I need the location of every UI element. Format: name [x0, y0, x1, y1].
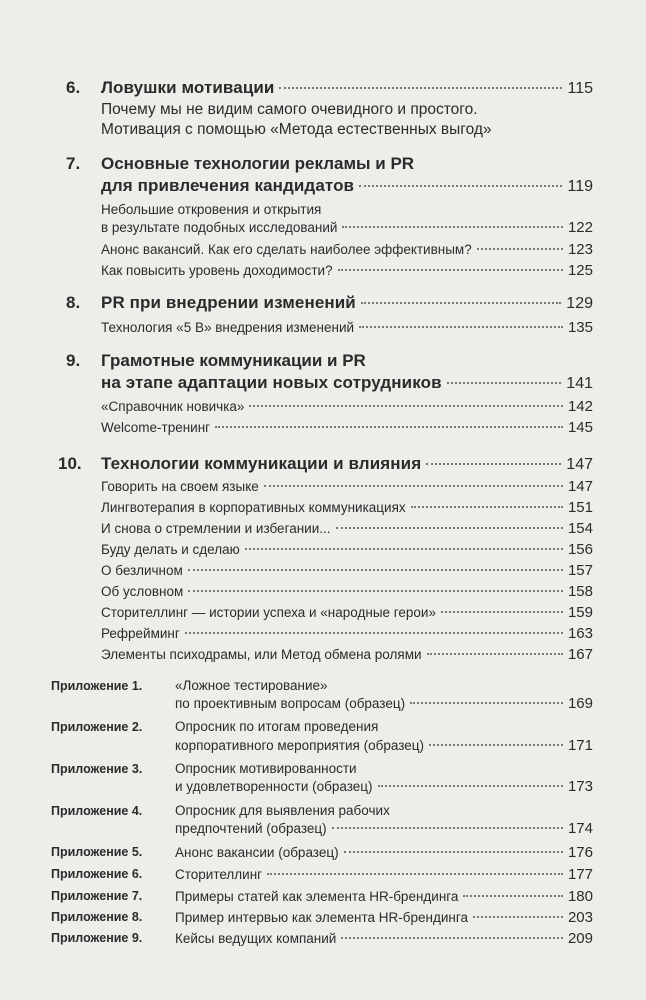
appendix-1-label: Приложение 1.	[51, 679, 143, 693]
subsection-7-3-title: Как повысить уровень доходимости?	[101, 263, 333, 278]
chapter-6-description-line-1: Почему мы не видим самого очевидного и простого.	[101, 101, 478, 118]
dot-leader	[378, 785, 563, 787]
appendix-4-line-2: предпочтений (образец)	[175, 821, 327, 836]
toc-entry-appendix-9[interactable]	[175, 930, 593, 947]
dot-leader	[188, 590, 563, 592]
dot-leader	[336, 527, 563, 529]
dot-leader	[342, 226, 563, 228]
toc-entry-subsection-10-2[interactable]	[101, 499, 593, 516]
subsection-10-8-page: 163	[567, 625, 593, 642]
appendix-2-page: 171	[567, 737, 593, 754]
dot-leader	[338, 269, 563, 271]
subsection-9-2-page: 145	[567, 419, 593, 436]
subsection-8-1-title: Технология «5 В» внедрения изменений	[101, 320, 355, 335]
appendix-9-page: 209	[567, 930, 593, 947]
subsection-10-8-title: Рефрейминг	[101, 626, 180, 641]
subsection-10-2-page: 151	[567, 499, 593, 516]
chapter-6-page: 115	[567, 80, 593, 97]
dot-leader	[264, 485, 563, 487]
subsection-10-1-page: 147	[567, 478, 593, 495]
dot-leader	[361, 302, 561, 304]
chapter-9-title-line-1: Грамотные коммуникации и PR	[101, 351, 366, 370]
appendix-8-page: 203	[567, 909, 593, 926]
toc-entry-subsection-10-5[interactable]	[101, 562, 593, 579]
dot-leader	[279, 87, 562, 89]
chapter-8-title: PR при внедрении изменений	[101, 293, 356, 312]
toc-entry-appendix-2[interactable]	[175, 737, 593, 754]
appendix-3-line-1: Опросник мотивированности	[175, 761, 357, 776]
appendix-9-title: Кейсы ведущих компаний	[175, 931, 337, 946]
appendix-6-title: Сторителлинг	[175, 867, 263, 882]
dot-leader	[215, 426, 563, 428]
appendix-9-label: Приложение 9.	[51, 931, 143, 945]
subsection-10-9-title: Элементы психодрамы, или Метод обмена ролями	[101, 647, 422, 662]
toc-entry-appendix-7[interactable]	[175, 888, 593, 905]
chapter-10-number: 10.	[58, 454, 82, 473]
dot-leader	[426, 463, 561, 465]
subsection-10-4-title: Буду делать и сделаю	[101, 542, 240, 557]
subsection-10-2-title: Лингвотерапия в корпоративных коммуникациях	[101, 500, 406, 515]
toc-entry-appendix-8[interactable]	[175, 909, 593, 926]
toc-entry-subsection-7-2[interactable]	[101, 241, 593, 258]
toc-entry-appendix-3[interactable]	[175, 778, 593, 795]
toc-entry-chapter-6[interactable]	[101, 78, 593, 98]
subsection-9-1-page: 142	[567, 398, 593, 415]
toc-entry-subsection-7-1[interactable]	[101, 219, 593, 236]
subsection-10-7-title: Сторителлинг — истории успеха и «народные герои»	[101, 605, 436, 620]
dot-leader	[188, 569, 563, 571]
subsection-10-9-page: 167	[567, 646, 593, 663]
toc-entry-subsection-10-1[interactable]	[101, 478, 593, 495]
subsection-10-1-title: Говорить на своем языке	[101, 479, 259, 494]
chapter-8-number: 8.	[66, 293, 81, 312]
subsection-10-6-title: Об условном	[101, 584, 184, 599]
chapter-6-title: Ловушки мотивации	[101, 78, 275, 97]
chapter-9-title-line-2: на этапе адаптации новых сотрудников	[101, 373, 442, 392]
chapter-6-number: 6.	[66, 78, 81, 97]
toc-entry-chapter-9[interactable]	[101, 373, 593, 393]
dot-leader	[463, 895, 563, 897]
dot-leader	[441, 611, 563, 613]
appendix-8-title: Пример интервью как элемента HR-брендинга	[175, 910, 469, 925]
toc-entry-appendix-6[interactable]	[175, 866, 593, 883]
appendix-3-label: Приложение 3.	[51, 762, 143, 776]
subsection-10-7-page: 159	[567, 604, 593, 621]
dot-leader	[411, 506, 563, 508]
subsection-7-3-page: 125	[567, 262, 593, 279]
dot-leader	[185, 632, 563, 634]
dot-leader	[267, 873, 563, 875]
subsection-10-5-page: 157	[567, 562, 593, 579]
chapter-7-page: 119	[567, 178, 593, 195]
chapter-9-page: 141	[566, 375, 593, 392]
appendix-5-title: Анонс вакансии (образец)	[175, 845, 339, 860]
appendix-4-line-1: Опросник для выявления рабочих	[175, 803, 390, 818]
chapter-8-page: 129	[566, 295, 593, 312]
chapter-7-number: 7.	[66, 154, 81, 173]
toc-entry-chapter-10[interactable]	[101, 454, 593, 474]
appendix-4-page: 174	[567, 820, 593, 837]
appendix-7-title: Примеры статей как элемента HR-брендинга	[175, 889, 459, 904]
dot-leader	[429, 744, 563, 746]
toc-entry-subsection-7-3[interactable]	[101, 262, 593, 279]
toc-entry-subsection-10-8[interactable]	[101, 625, 593, 642]
appendix-3-page: 173	[567, 778, 593, 795]
appendix-7-page: 180	[567, 888, 593, 905]
dot-leader	[427, 653, 563, 655]
subsection-7-1-line-1: Небольшие откровения и открытия	[101, 202, 322, 217]
subsection-9-1-title: «Справочник новичка»	[101, 399, 245, 414]
toc-entry-subsection-9-2[interactable]	[101, 419, 593, 436]
appendix-7-label: Приложение 7.	[51, 889, 143, 903]
subsection-8-1-page: 135	[567, 319, 593, 336]
subsection-9-2-title: Welcome-тренинг	[101, 420, 211, 435]
dot-leader	[344, 851, 563, 853]
appendix-2-line-2: корпоративного мероприятия (образец)	[175, 738, 424, 753]
appendix-2-line-1: Опросник по итогам проведения	[175, 719, 379, 734]
appendix-8-label: Приложение 8.	[51, 910, 143, 924]
toc-entry-subsection-9-1[interactable]	[101, 398, 593, 415]
toc-entry-appendix-4[interactable]	[175, 820, 593, 837]
chapter-10-title: Технологии коммуникации и влияния	[101, 454, 422, 473]
chapter-10-page: 147	[566, 456, 593, 473]
appendix-1-line-1: «Ложное тестирование»	[175, 678, 328, 693]
toc-entry-chapter-8[interactable]	[101, 293, 593, 313]
subsection-10-4-page: 156	[567, 541, 593, 558]
appendix-6-label: Приложение 6.	[51, 867, 143, 881]
appendix-1-line-2: по проективным вопросам (образец)	[175, 696, 406, 711]
toc-entry-appendix-5[interactable]	[175, 844, 593, 861]
appendix-4-label: Приложение 4.	[51, 804, 143, 818]
dot-leader	[341, 937, 563, 939]
subsection-7-2-page: 123	[567, 241, 593, 258]
dot-leader	[359, 326, 563, 328]
dot-leader	[410, 702, 563, 704]
dot-leader	[359, 185, 562, 187]
toc-entry-subsection-8-1[interactable]	[101, 319, 593, 336]
subsection-7-2-title: Анонс вакансий. Как его сделать наиболее эффективным?	[101, 242, 472, 257]
appendix-5-label: Приложение 5.	[51, 845, 143, 859]
toc-entry-subsection-10-6[interactable]	[101, 583, 593, 600]
toc-entry-appendix-1[interactable]	[175, 695, 593, 712]
dot-leader	[447, 382, 562, 384]
chapter-9-number: 9.	[66, 351, 81, 370]
toc-entry-subsection-10-7[interactable]	[101, 604, 593, 621]
subsection-7-1-page: 122	[567, 219, 593, 236]
chapter-7-title-line-1: Основные технологии рекламы и PR	[101, 154, 415, 173]
chapter-6-description-line-2: Мотивация с помощью «Метода естественных выгод»	[101, 121, 492, 138]
dot-leader	[473, 916, 563, 918]
toc-entry-subsection-10-3[interactable]	[101, 520, 593, 537]
appendix-2-label: Приложение 2.	[51, 720, 143, 734]
subsection-10-3-page: 154	[567, 520, 593, 537]
appendix-5-page: 176	[567, 844, 593, 861]
dot-leader	[477, 248, 563, 250]
appendix-6-page: 177	[567, 866, 593, 883]
toc-entry-subsection-10-9[interactable]	[101, 646, 593, 663]
toc-entry-subsection-10-4[interactable]	[101, 541, 593, 558]
subsection-7-1-line-2: в результате подобных исследований	[101, 220, 338, 235]
dot-leader	[332, 827, 563, 829]
subsection-10-5-title: О безличном	[101, 563, 183, 578]
appendix-3-line-2: и удовлетворенности (образец)	[175, 779, 373, 794]
appendix-1-page: 169	[567, 695, 593, 712]
subsection-10-6-page: 158	[567, 583, 593, 600]
dot-leader	[245, 548, 563, 550]
dot-leader	[249, 405, 563, 407]
chapter-7-title-line-2: для привлечения кандидатов	[101, 176, 355, 195]
toc-entry-chapter-7[interactable]	[101, 176, 593, 196]
subsection-10-3-title: И снова о стремлении и избегании...	[101, 521, 331, 536]
